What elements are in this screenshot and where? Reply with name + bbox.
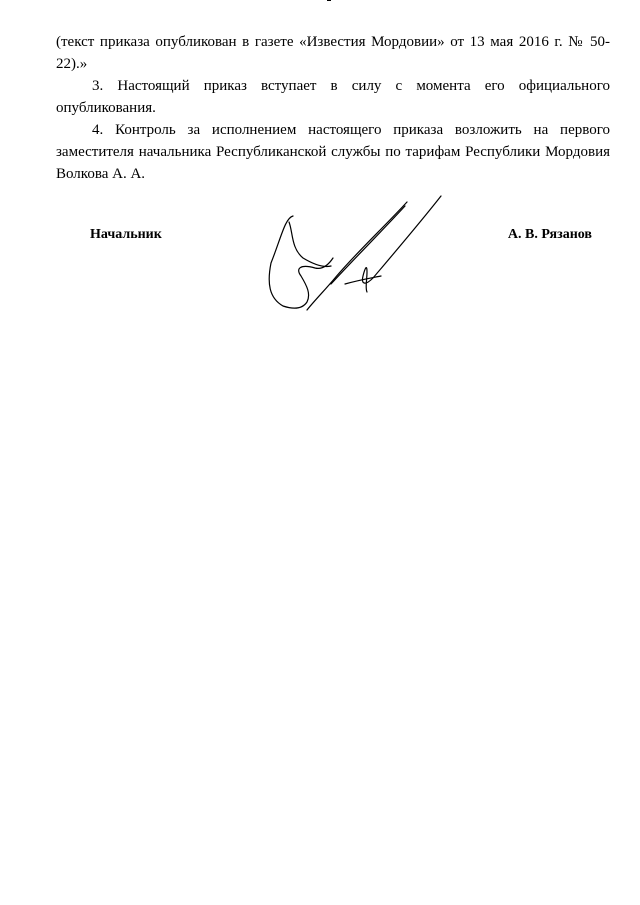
paragraph-publication-note: (текст приказа опубликован в газете «Известия Мордовии» от 13 мая 2016 г. № 50-22).»: [56, 34, 610, 72]
document-body: [56, 31, 610, 185]
handwritten-signature: [255, 188, 455, 318]
paragraph-item-4: 4. Контроль за исполнением настоящего приказа возложить на первого заместителя начальника Республиканской службы по тарифам Республики Мордовия Волкова А. А.: [56, 122, 610, 182]
paragraph-item-3: 3. Настоящий приказ вступает в силу с момента его официального опубликования.: [56, 78, 610, 116]
signatory-name: А. В. Рязанов: [507, 227, 592, 242]
signatory-position: Начальник: [90, 227, 162, 242]
page-top-mark: [327, 0, 331, 1]
